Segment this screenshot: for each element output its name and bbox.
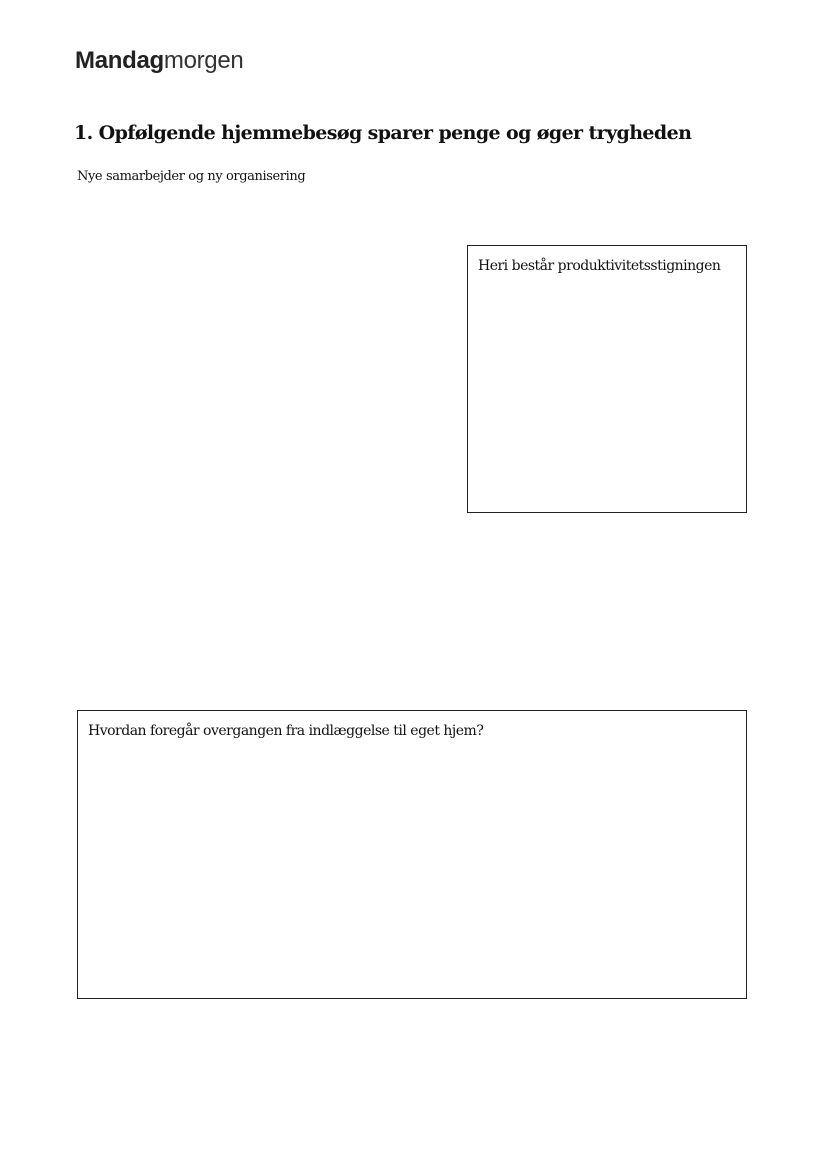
productivity-box-heading: Heri består produktivitetsstigningen: [478, 258, 721, 274]
logo-light-text: morgen: [163, 47, 244, 74]
logo: [75, 46, 243, 76]
page-title: 1. Opfølgende hjemmebesøg sparer penge og øger trygheden: [74, 122, 692, 144]
page-subtitle: Nye samarbejder og ny organisering: [77, 169, 306, 184]
logo-bold-text: Mandag: [75, 47, 164, 74]
transition-box: [77, 710, 747, 999]
productivity-box: [467, 245, 747, 513]
transition-box-heading: Hvordan foregår overgangen fra indlæggelse til eget hjem?: [88, 723, 484, 739]
